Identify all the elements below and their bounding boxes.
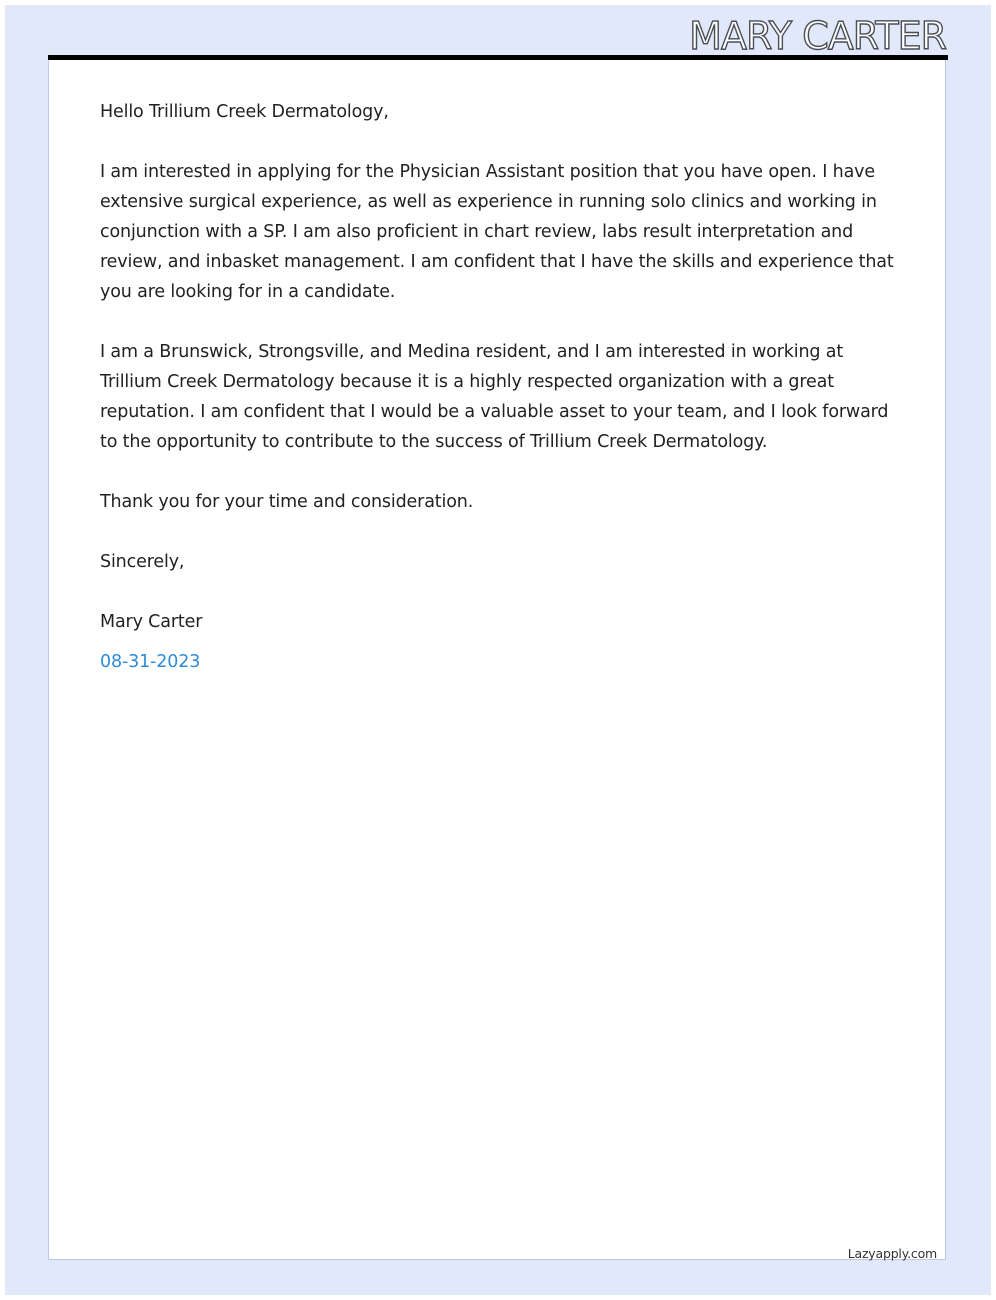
letter-date: 08-31-2023	[100, 652, 201, 672]
letter-paragraph-2: I am a Brunswick, Strongsville, and Medina resident, and I am interested in working at Trillium Creek Dermatology because it is a highly respected organization with a great reputation. I am confident that I would be a valuable asset to your team, and I look forward to the opportunity to contribute to the success of Trillium Creek Dermatology.	[100, 342, 889, 452]
applicant-name-header: MARY CARTER	[689, 14, 946, 58]
letter-paragraph-3: Thank you for your time and consideration.	[100, 492, 474, 512]
footer-brand: Lazyapply.com	[847, 1246, 937, 1261]
letter-greeting: Hello Trillium Creek Dermatology,	[100, 102, 389, 122]
letter-closing: Sincerely,	[100, 552, 185, 572]
letter-signature: Mary Carter	[100, 612, 203, 632]
letter-paragraph-1: I am interested in applying for the Physician Assistant position that you have open. I have extensive surgical experience, as well as experience in running solo clinics and working in conjunction with a SP. I am also proficient in chart review, labs result interpretation and review, and inbasket management. I am confident that I have the skills and experience that you are looking for in a candidate.	[100, 162, 894, 302]
cover-letter-body	[100, 97, 900, 677]
